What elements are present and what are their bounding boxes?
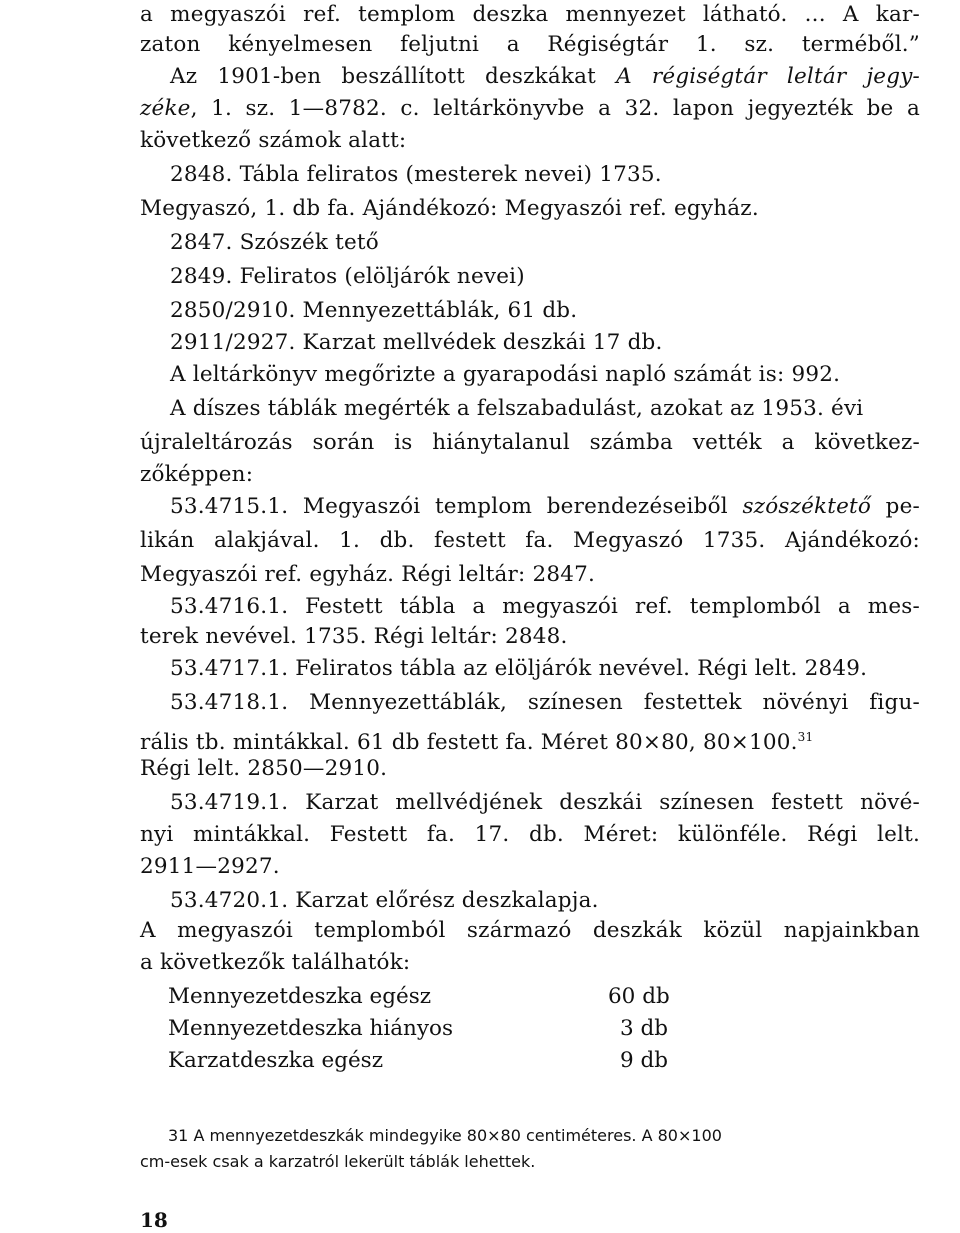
inventory-item: Mennyezetdeszka egész bbox=[168, 984, 432, 1009]
text-line: a megyaszói ref. templom deszka mennyezet látható. ... A kar- bbox=[140, 2, 920, 27]
inventory-qty: 9 db bbox=[620, 1048, 669, 1073]
text-line: A leltárkönyv megőrizte a gyarapodási napló számát is: 992. bbox=[170, 362, 841, 387]
inventory-qty: 3 db bbox=[620, 1016, 669, 1041]
text-line: 2848. Tábla feliratos (mesterek nevei) 1735. bbox=[170, 162, 662, 187]
page-number: 18 bbox=[140, 1208, 168, 1232]
footnote-line: 31 A mennyezetdeszkák mindegyike 80×80 centiméteres. A 80×100 bbox=[168, 1126, 722, 1145]
text-line: következő számok alatt: bbox=[140, 128, 407, 153]
text-line: nyi mintákkal. Festett fa. 17. db. Méret: különféle. Régi lelt. bbox=[140, 822, 920, 847]
text-line: 53.4719.1. Karzat mellvédjének deszkái színesen festett növé- bbox=[170, 790, 920, 815]
text-span: Az 1901-ben beszállított deszkákat bbox=[170, 64, 617, 89]
text-line: 2847. Szószék tető bbox=[170, 230, 379, 255]
text-line: 2850/2910. Mennyezettáblák, 61 db. bbox=[170, 298, 578, 323]
text-line: 2911—2927. bbox=[140, 854, 280, 879]
text-line: 53.4717.1. Feliratos tábla az elöljárók nevével. Régi lelt. 2849. bbox=[170, 656, 868, 681]
text-line: terek nevével. 1735. Régi leltár: 2848. bbox=[140, 624, 568, 649]
italic-title: zéke bbox=[140, 96, 191, 121]
inventory-item: Mennyezetdeszka hiányos bbox=[168, 1016, 454, 1041]
text-line bbox=[140, 722, 920, 758]
text-line: 2849. Feliratos (elöljárók nevei) bbox=[170, 264, 525, 289]
text-line bbox=[140, 94, 920, 124]
text-line: 53.4720.1. Karzat előrész deszkalapja. bbox=[170, 888, 599, 913]
italic-title: A régiségtár leltár jegy- bbox=[616, 64, 921, 89]
footnote-ref: 31 bbox=[797, 730, 814, 744]
text-line: A díszes táblák megérték a felszabadulást, azokat az 1953. évi bbox=[170, 396, 864, 421]
text-span: , 1. sz. 1—8782. c. leltárkönyvbe a 32. lapon jegyezték be a bbox=[190, 96, 920, 121]
text-line: újraleltározás során is hiánytalanul számba vették a következ- bbox=[140, 430, 920, 455]
text-line: A megyaszói templomból származó deszkák közül napjainkban bbox=[140, 918, 920, 943]
text-span: rális tb. mintákkal. 61 db festett fa. Méret 80×80, 80×100. bbox=[140, 730, 798, 756]
footnote-line: cm-esek csak a karzatról lekerült táblák lehettek. bbox=[140, 1152, 536, 1171]
inventory-qty: 60 db bbox=[608, 984, 670, 1009]
text-line: 53.4716.1. Festett tábla a megyaszói ref. templomból a mes- bbox=[170, 594, 920, 619]
text-line bbox=[170, 492, 920, 522]
text-line: Régi lelt. 2850—2910. bbox=[140, 756, 388, 781]
text-line: 2911/2927. Karzat mellvédek deszkái 17 db. bbox=[170, 330, 663, 355]
text-line: 53.4718.1. Mennyezettáblák, színesen festettek növényi figu- bbox=[170, 690, 920, 715]
text-line: likán alakjával. 1. db. festett fa. Megyaszó 1735. Ajándékozó: bbox=[140, 528, 920, 553]
text-line: Megyaszói ref. egyház. Régi leltár: 2847. bbox=[140, 562, 596, 587]
text-line: a következők találhatók: bbox=[140, 950, 411, 975]
text-span: 53.4715.1. Megyaszói templom berendezéseiből bbox=[170, 494, 743, 519]
text-line bbox=[170, 62, 920, 92]
inventory-item: Karzatdeszka egész bbox=[168, 1048, 384, 1073]
text-line: zőképpen: bbox=[140, 462, 254, 487]
text-line: zaton kényelmesen feljutni a Régiségtár 1. sz. terméből.” bbox=[140, 32, 920, 57]
text-span: pe- bbox=[871, 494, 920, 519]
italic-term: szószéktető bbox=[742, 494, 872, 519]
text-line: Megyaszó, 1. db fa. Ajándékozó: Megyaszói ref. egyház. bbox=[140, 196, 759, 221]
